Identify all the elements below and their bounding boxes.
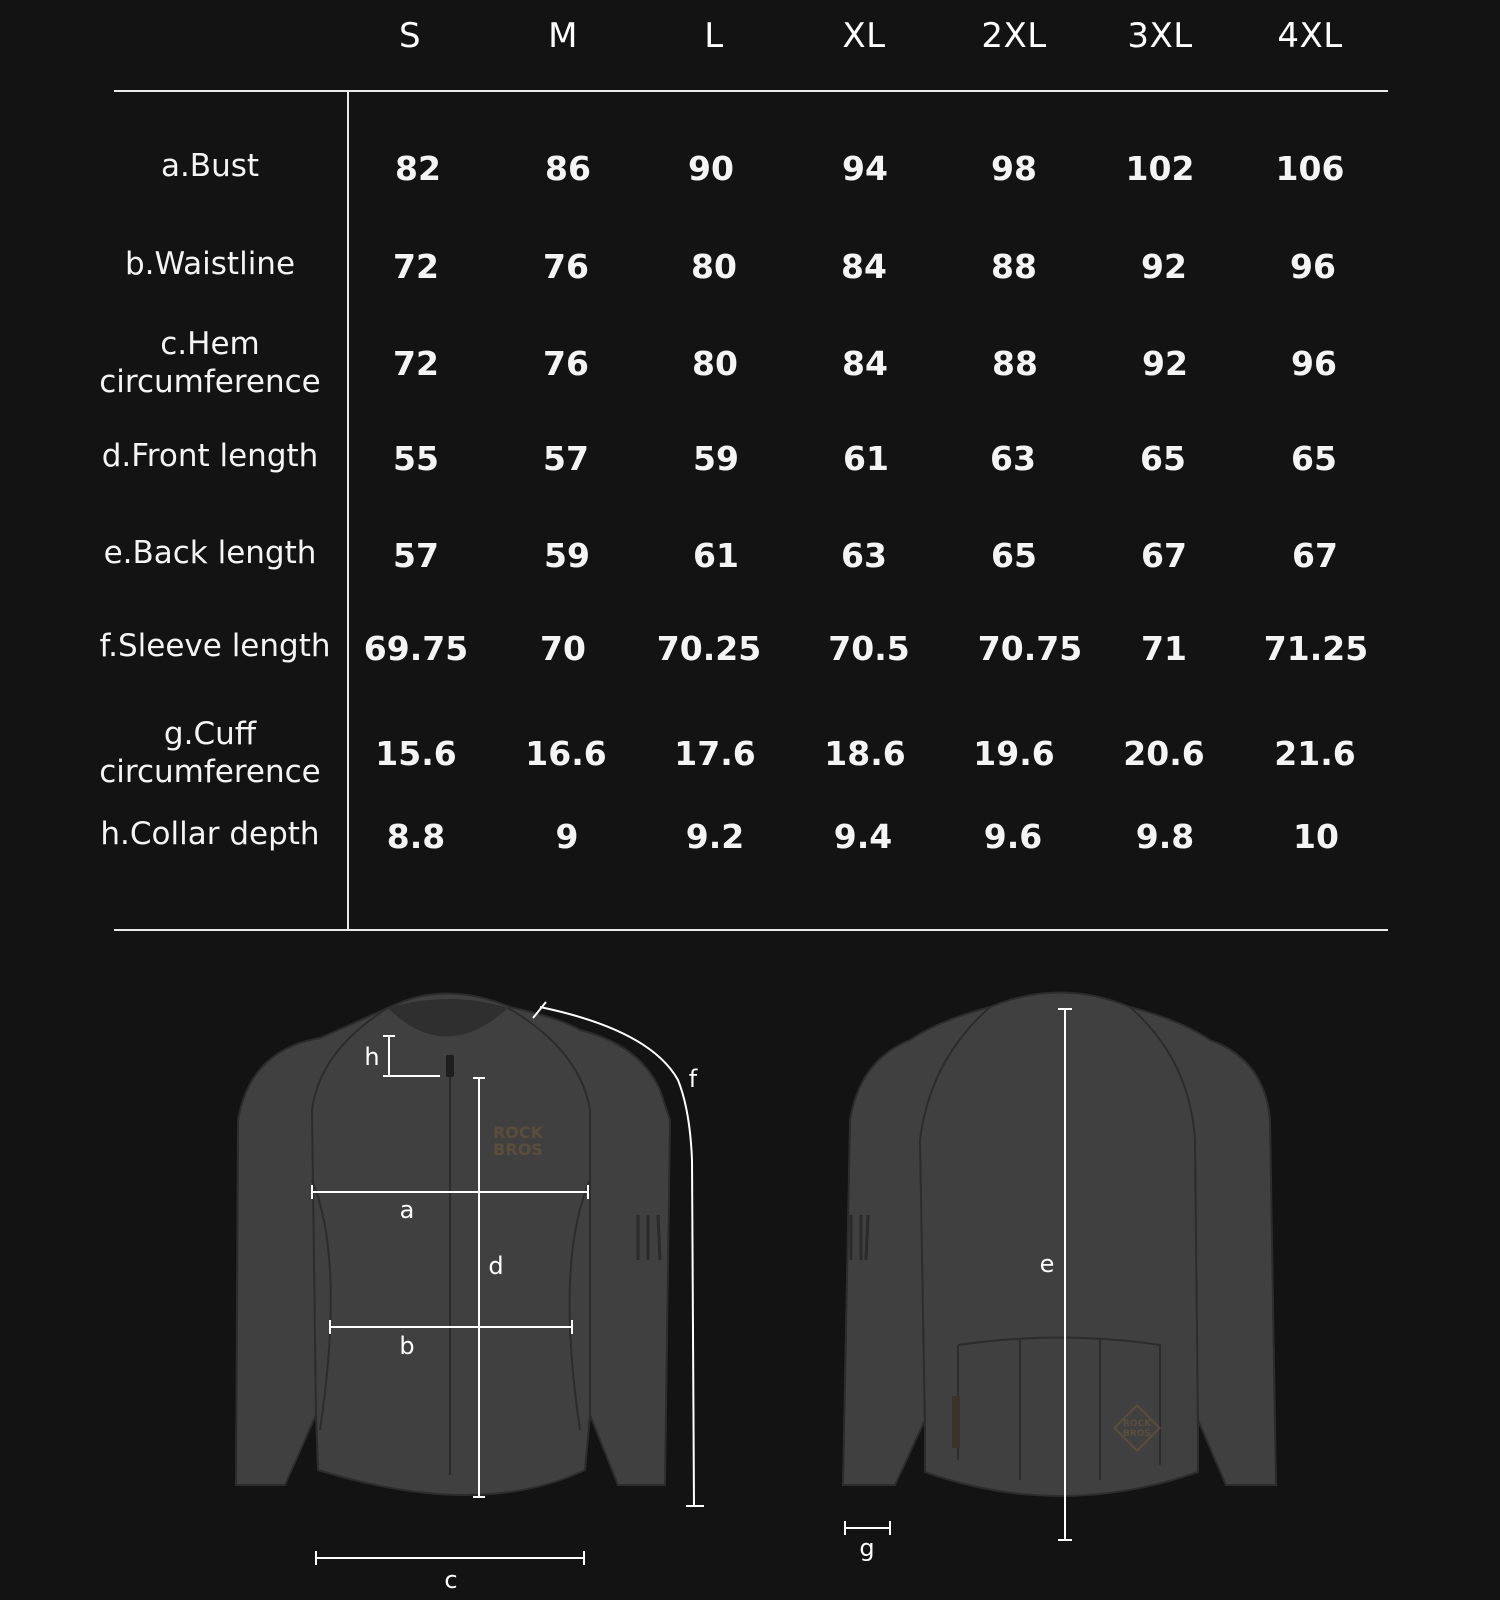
cell: 70.25 — [656, 629, 762, 668]
cell: 82 — [395, 149, 441, 188]
back-jersey — [843, 993, 1276, 1497]
size-3xl: 3XL — [1127, 16, 1193, 56]
table-top-divider — [114, 90, 1388, 92]
marker-e: e — [1039, 1250, 1055, 1278]
cell: 55 — [393, 439, 439, 478]
front-jersey — [236, 994, 670, 1496]
marker-b: b — [399, 1332, 415, 1360]
cell: 61 — [693, 536, 739, 575]
size-m: M — [548, 16, 578, 56]
cell: 96 — [1291, 344, 1337, 383]
cell: 88 — [991, 247, 1037, 286]
cell: 19.6 — [973, 734, 1055, 773]
cell: 9.6 — [983, 817, 1043, 856]
marker-d: d — [488, 1252, 504, 1280]
cell: 63 — [841, 536, 887, 575]
size-l: L — [704, 16, 724, 56]
size-2xl: 2XL — [981, 16, 1047, 56]
cell: 21.6 — [1274, 734, 1356, 773]
cell: 15.6 — [375, 734, 457, 773]
row-label-line1: g.Cuff — [163, 716, 257, 752]
back-logo-line1: ROCK — [1122, 1419, 1152, 1429]
cell: 69.75 — [363, 629, 469, 668]
cell: 9.4 — [833, 817, 893, 856]
table-bottom-divider — [114, 929, 1388, 931]
row-label: b.Waistline — [124, 246, 296, 282]
back-jersey-body — [843, 993, 1276, 1497]
cell: 94 — [842, 149, 888, 188]
cell: 96 — [1290, 247, 1336, 286]
row-label — [90, 325, 330, 401]
cell: 67 — [1141, 536, 1187, 575]
cell: 76 — [543, 344, 589, 383]
cell: 59 — [693, 439, 739, 478]
row-label: h.Collar depth — [100, 816, 320, 852]
marker-h: h — [364, 1043, 380, 1071]
cell: 80 — [692, 344, 738, 383]
cell: 65 — [1140, 439, 1186, 478]
logo-line2: BROS — [493, 1140, 543, 1159]
cell: 86 — [545, 149, 591, 188]
row-label — [90, 715, 330, 791]
cell: 70 — [540, 629, 586, 668]
cell: 71.25 — [1263, 629, 1369, 668]
row-label-line2: circumference — [99, 754, 321, 790]
cell: 92 — [1141, 247, 1187, 286]
zipper-pull — [446, 1055, 454, 1077]
cell: 18.6 — [824, 734, 906, 773]
cell: 59 — [544, 536, 590, 575]
row-label: f.Sleeve length — [99, 628, 331, 664]
cell: 102 — [1125, 149, 1195, 188]
cell: 67 — [1292, 536, 1338, 575]
cell: 57 — [543, 439, 589, 478]
row-label: e.Back length — [103, 535, 317, 571]
cell: 71 — [1141, 629, 1187, 668]
marker-g: g — [859, 1534, 875, 1562]
cell: 70.75 — [977, 629, 1083, 668]
marker-c: c — [444, 1566, 458, 1594]
jersey-diagram — [0, 960, 1500, 1600]
marker-a: a — [399, 1196, 415, 1224]
cell: 72 — [393, 344, 439, 383]
row-label-line2: circumference — [99, 364, 321, 400]
cell: 84 — [841, 247, 887, 286]
cell: 90 — [688, 149, 734, 188]
row-label-line1: c.Hem — [160, 326, 260, 362]
logo-line1: ROCK — [492, 1123, 544, 1142]
cell: 76 — [543, 247, 589, 286]
cell: 8.8 — [386, 817, 446, 856]
size-header-row — [0, 10, 1500, 70]
row-label: d.Front length — [101, 438, 319, 474]
cell: 84 — [842, 344, 888, 383]
cell: 70.5 — [828, 629, 910, 668]
reflective-tab — [952, 1396, 960, 1448]
cell: 61 — [843, 439, 889, 478]
marker-f: f — [688, 1065, 698, 1093]
cell: 98 — [991, 149, 1037, 188]
cell: 10 — [1293, 817, 1339, 856]
cell: 17.6 — [674, 734, 756, 773]
cell: 9.8 — [1135, 817, 1195, 856]
table-vertical-divider — [347, 91, 349, 930]
cell: 106 — [1275, 149, 1345, 188]
cell: 72 — [393, 247, 439, 286]
cell: 65 — [991, 536, 1037, 575]
size-4xl: 4XL — [1277, 16, 1343, 56]
cell: 92 — [1142, 344, 1188, 383]
cell: 57 — [393, 536, 439, 575]
cell: 65 — [1291, 439, 1337, 478]
cell: 9 — [555, 817, 579, 856]
size-xl: XL — [842, 16, 886, 56]
cell: 16.6 — [525, 734, 607, 773]
cell: 80 — [691, 247, 737, 286]
size-s: S — [398, 16, 422, 56]
row-label: a.Bust — [160, 148, 260, 184]
cell: 88 — [992, 344, 1038, 383]
back-logo-line2: BROS — [1123, 1429, 1151, 1439]
cell: 9.2 — [685, 817, 745, 856]
cell: 20.6 — [1123, 734, 1205, 773]
cell: 63 — [990, 439, 1036, 478]
